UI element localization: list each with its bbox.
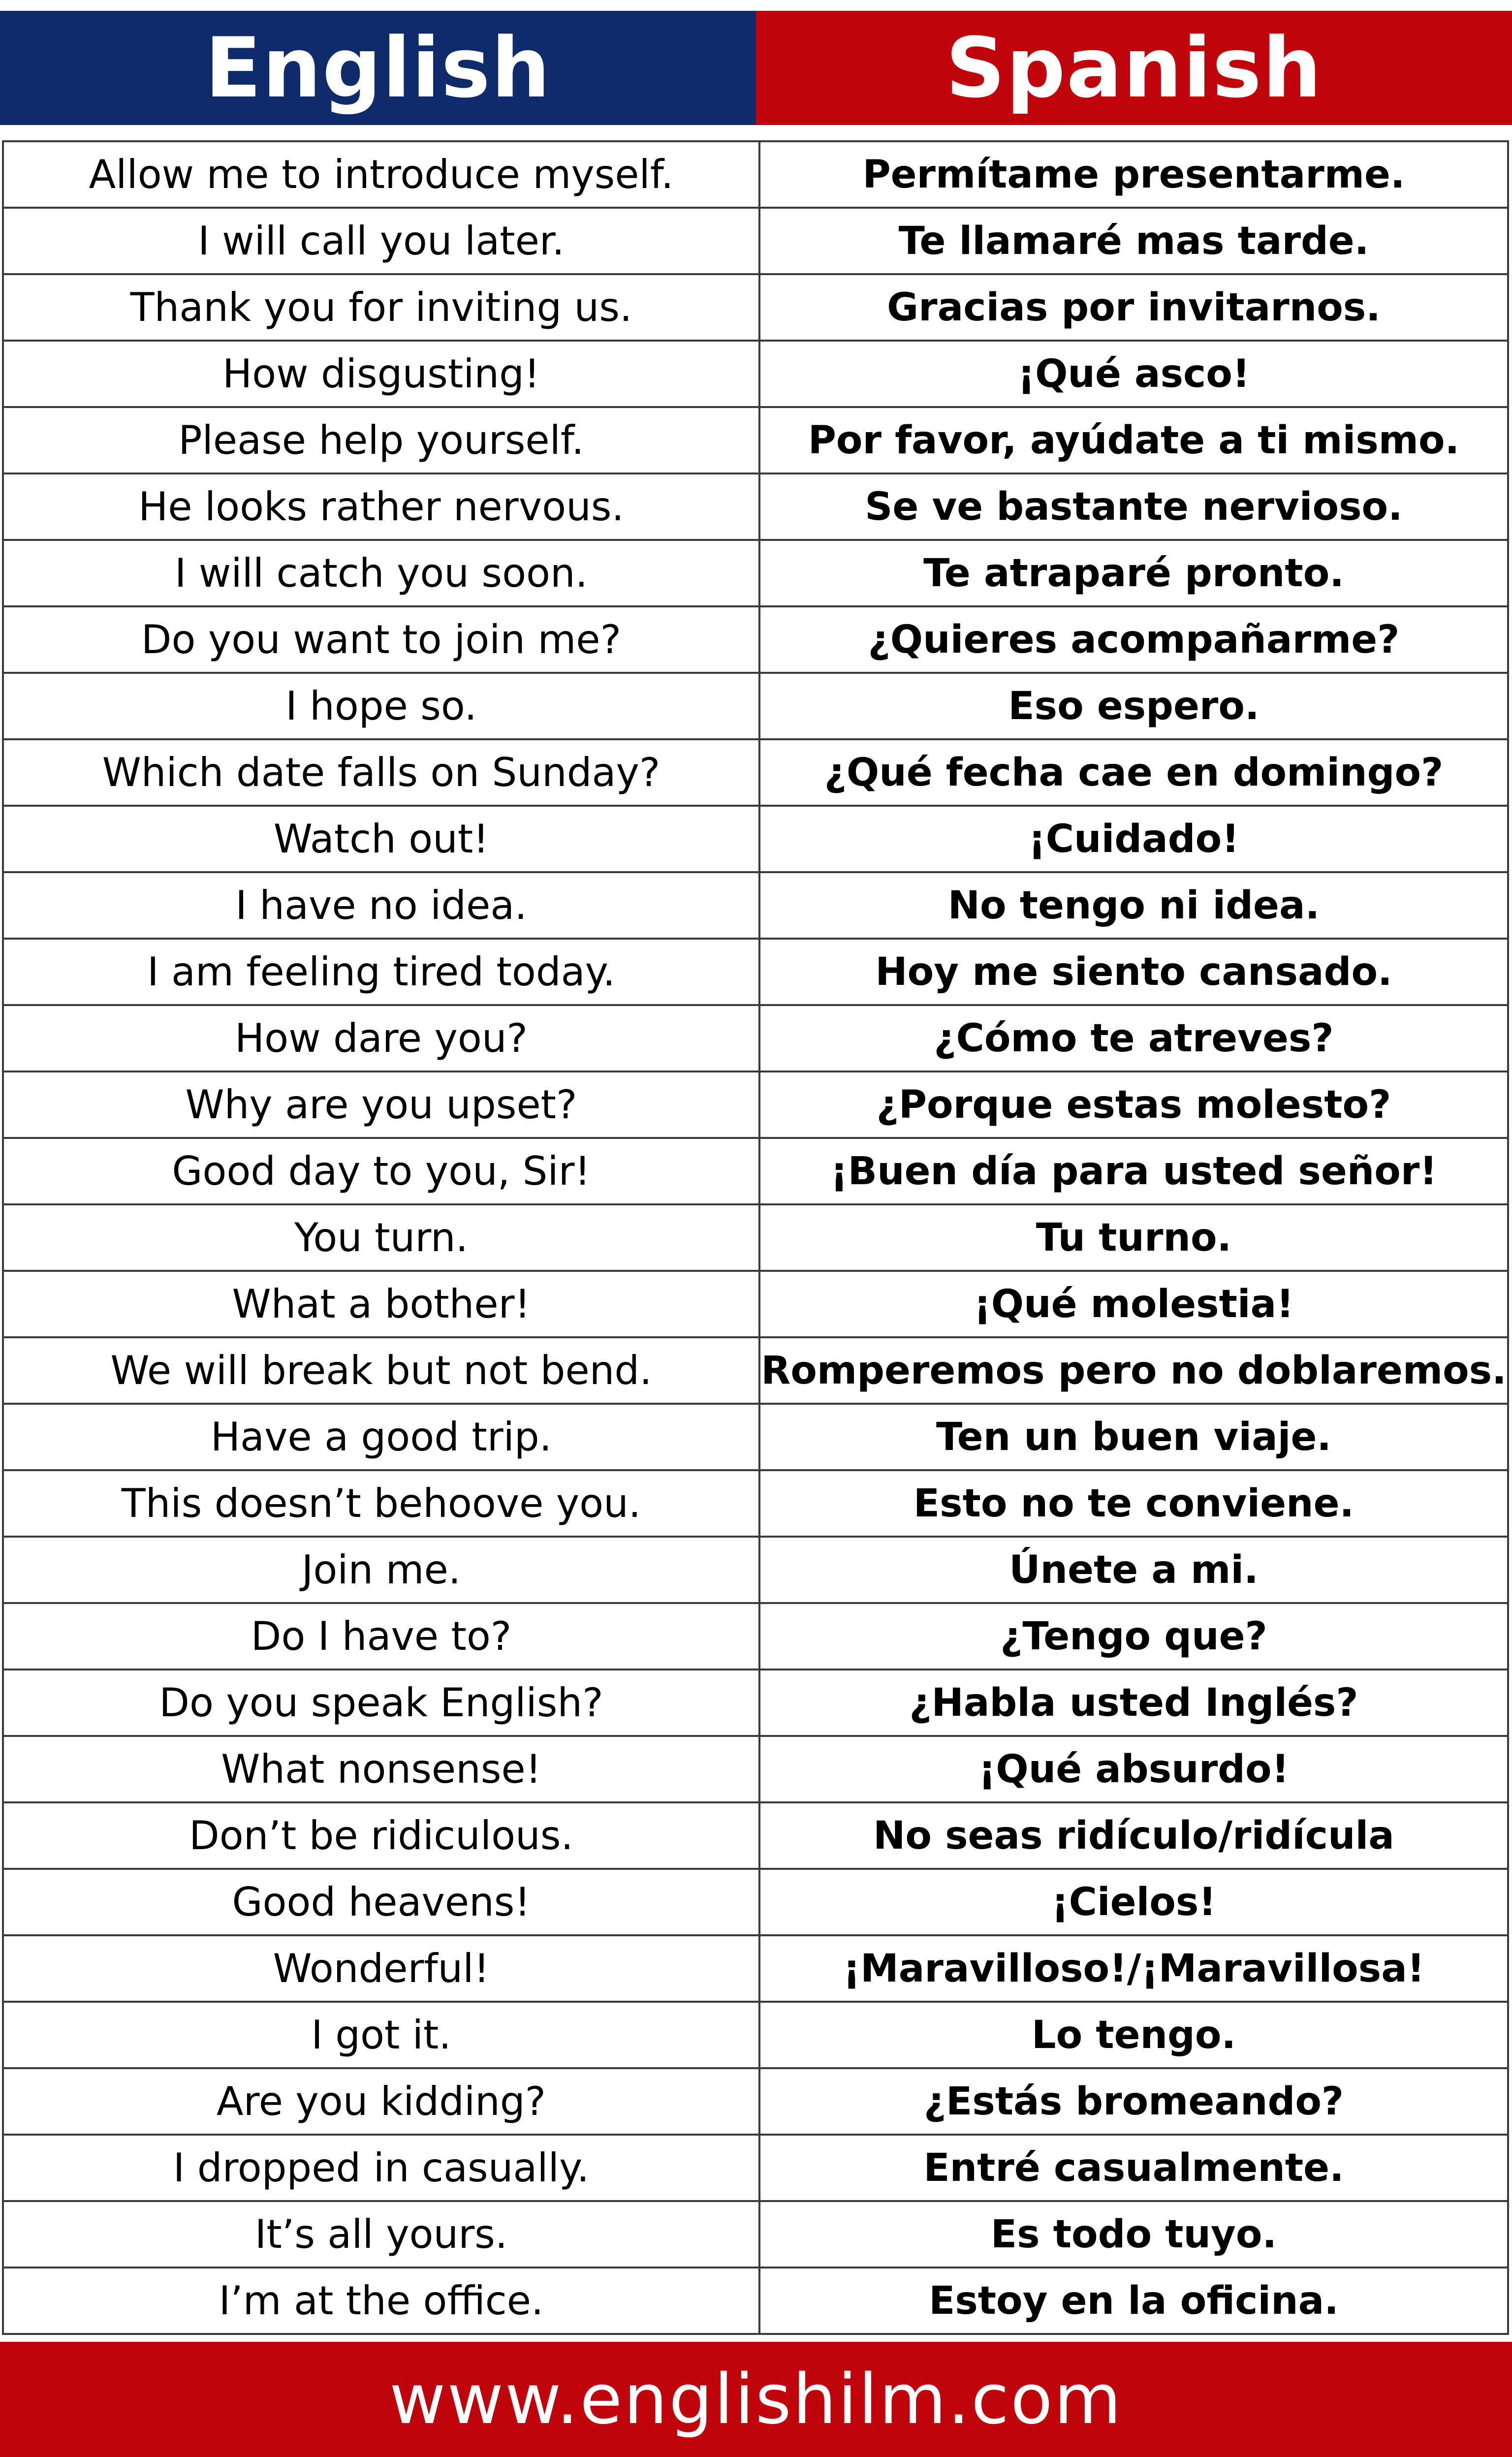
table-header: [0, 11, 1512, 125]
english-phrase: Thank you for inviting us.: [2, 275, 760, 340]
spanish-phrase: ¡Maravilloso!/¡Maravillosa!: [760, 1936, 1509, 2001]
table-row: [2, 142, 1509, 209]
english-phrase: Join me.: [2, 1538, 760, 1602]
table-row: [2, 674, 1509, 740]
table-row: [2, 1272, 1509, 1338]
english-phrase: Which date falls on Sunday?: [2, 740, 760, 805]
table-row: [2, 1670, 1509, 1737]
spanish-phrase: Estoy en la oficina.: [760, 2268, 1509, 2333]
spanish-phrase: ¿Porque estas molesto?: [760, 1072, 1509, 1137]
table-row: [2, 1936, 1509, 2003]
table-row: [2, 2202, 1509, 2268]
table-row: [2, 1072, 1509, 1139]
spanish-phrase: ¿Habla usted Inglés?: [760, 1670, 1509, 1735]
table-row: [2, 1471, 1509, 1538]
english-phrase: We will break but not bend.: [2, 1338, 760, 1403]
table-row: [2, 1205, 1509, 1272]
spanish-phrase: ¡Cuidado!: [760, 807, 1509, 871]
english-phrase: Do you speak English?: [2, 1670, 760, 1735]
spanish-phrase: Ten un buen viaje.: [760, 1405, 1509, 1469]
spanish-phrase: Únete a mi.: [760, 1538, 1509, 1602]
table-row: [2, 541, 1509, 607]
english-phrase: Don’t be ridiculous.: [2, 1803, 760, 1868]
spanish-phrase: ¿Estás bromeando?: [760, 2069, 1509, 2134]
english-phrase: I will catch you soon.: [2, 541, 760, 605]
english-phrase: Have a good trip.: [2, 1405, 760, 1469]
spanish-phrase: ¡Qué asco!: [760, 342, 1509, 406]
spanish-phrase: ¡Qué absurdo!: [760, 1737, 1509, 1801]
table-row: [2, 342, 1509, 408]
spanish-phrase: Esto no te conviene.: [760, 1471, 1509, 1536]
english-phrase: Why are you upset?: [2, 1072, 760, 1137]
table-row: [2, 1737, 1509, 1803]
english-phrase: I am feeling tired today.: [2, 940, 760, 1004]
spanish-column-title: Spanish: [756, 11, 1512, 125]
table-row: [2, 209, 1509, 275]
spanish-phrase: ¡Buen día para usted señor!: [760, 1139, 1509, 1203]
english-phrase: How disgusting!: [2, 342, 760, 406]
english-phrase: How dare you?: [2, 1006, 760, 1071]
spanish-phrase: Entré casualmente.: [760, 2136, 1509, 2200]
english-phrase: Good heavens!: [2, 1870, 760, 1934]
english-column-title: English: [0, 11, 756, 125]
english-phrase: I’m at the office.: [2, 2268, 760, 2333]
spanish-phrase: ¡Qué molestia!: [760, 1272, 1509, 1336]
table-row: [2, 2268, 1509, 2335]
footer-banner: [0, 2342, 1512, 2457]
english-phrase: Do you want to join me?: [2, 607, 760, 672]
english-phrase: I hope so.: [2, 674, 760, 738]
english-phrase: Please help yourself.: [2, 408, 760, 472]
phrase-table: [2, 140, 1509, 2335]
table-row: [2, 873, 1509, 940]
table-row: [2, 408, 1509, 474]
table-row: [2, 1338, 1509, 1405]
spanish-phrase: Permítame presentarme.: [760, 142, 1509, 207]
table-row: [2, 2003, 1509, 2069]
english-phrase: I dropped in casually.: [2, 2136, 760, 2200]
table-row: [2, 807, 1509, 873]
english-phrase: I will call you later.: [2, 209, 760, 273]
english-phrase: Are you kidding?: [2, 2069, 760, 2134]
table-row: [2, 1870, 1509, 1936]
spanish-phrase: ¿Qué fecha cae en domingo?: [760, 740, 1509, 805]
table-row: [2, 1538, 1509, 1604]
table-row: [2, 2136, 1509, 2202]
english-phrase: It’s all yours.: [2, 2202, 760, 2267]
english-phrase: Wonderful!: [2, 1936, 760, 2001]
english-phrase: This doesn’t behoove you.: [2, 1471, 760, 1536]
english-phrase: Do I have to?: [2, 1604, 760, 1669]
spanish-phrase: Tu turno.: [760, 1205, 1509, 1270]
english-phrase: Watch out!: [2, 807, 760, 871]
table-row: [2, 740, 1509, 807]
english-phrase: Good day to you, Sir!: [2, 1139, 760, 1203]
spanish-phrase: Por favor, ayúdate a ti mismo.: [760, 408, 1509, 472]
spanish-phrase: Se ve bastante nervioso.: [760, 474, 1509, 539]
english-phrase: He looks rather nervous.: [2, 474, 760, 539]
table-row: [2, 1604, 1509, 1670]
english-phrase: I got it.: [2, 2003, 760, 2067]
english-phrase: I have no idea.: [2, 873, 760, 938]
spanish-phrase: Romperemos pero no doblaremos.: [760, 1338, 1509, 1403]
spanish-phrase: ¡Cielos!: [760, 1870, 1509, 1934]
spanish-phrase: Es todo tuyo.: [760, 2202, 1509, 2267]
table-row: [2, 1139, 1509, 1205]
table-row: [2, 2069, 1509, 2136]
website-url: www.englishilm.com: [389, 2359, 1123, 2440]
spanish-phrase: No tengo ni idea.: [760, 873, 1509, 938]
spanish-phrase: ¿Quieres acompañarme?: [760, 607, 1509, 672]
spanish-phrase: ¿Cómo te atreves?: [760, 1006, 1509, 1071]
table-row: [2, 1405, 1509, 1471]
spanish-phrase: Te llamaré mas tarde.: [760, 209, 1509, 273]
table-row: [2, 1006, 1509, 1072]
spanish-phrase: Lo tengo.: [760, 2003, 1509, 2067]
english-phrase: What nonsense!: [2, 1737, 760, 1801]
table-row: [2, 607, 1509, 674]
table-row: [2, 474, 1509, 541]
table-row: [2, 275, 1509, 342]
spanish-phrase: Hoy me siento cansado.: [760, 940, 1509, 1004]
spanish-phrase: No seas ridículo/ridícula: [760, 1803, 1509, 1868]
table-row: [2, 940, 1509, 1006]
spanish-phrase: Gracias por invitarnos.: [760, 275, 1509, 340]
english-phrase: You turn.: [2, 1205, 760, 1270]
english-phrase: What a bother!: [2, 1272, 760, 1336]
spanish-phrase: Te atraparé pronto.: [760, 541, 1509, 605]
english-phrase: Allow me to introduce myself.: [2, 142, 760, 207]
table-row: [2, 1803, 1509, 1870]
spanish-phrase: Eso espero.: [760, 674, 1509, 738]
spanish-phrase: ¿Tengo que?: [760, 1604, 1509, 1669]
